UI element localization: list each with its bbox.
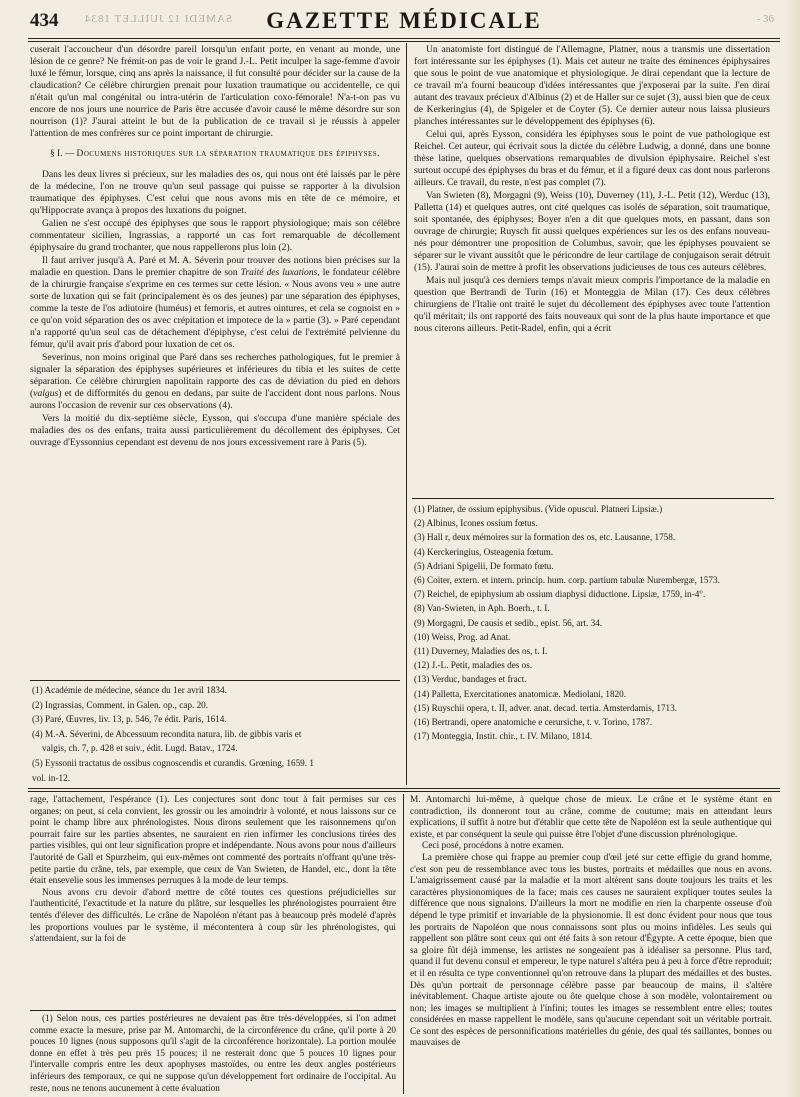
left-column bbox=[30, 44, 400, 676]
left-paragraph-2: Dans les deux livres si précieux, sur les maladies des os, qui nous ont été laissés par le père de la médecine, l'on ne trouve qu'un seul passage qui puisse se rapporter à la divulsion traumatique des épiphyses. C'est celui que nous avons mis en tête de ce mémoire, et qu'Hippocrate avança à propos des luxations du poignet. bbox=[30, 169, 400, 216]
footnote: (2) Albinus, Icones ossium fœtus. bbox=[414, 518, 538, 529]
footnote: (4) M.-A. Séverini, de Abcessuum recondita natura, lib. de gibbis varis et bbox=[32, 728, 302, 739]
footnote: (1) Académie de médecine, séance du 1er avril 1834. bbox=[32, 685, 227, 695]
footnote: (5) Eyssonii tractatus de ossibus cognoscendis et curandis. Grœning, 1659. 1 bbox=[32, 757, 314, 768]
footnote: (4) Kerckeringius, Osteagenia fœtum. bbox=[414, 546, 554, 557]
footnote: (9) Morgagni, De causis et sedib., epist. 56, art. 34. bbox=[414, 617, 603, 628]
feuilleton-right-paragraph-3: La première chose qui frappe au premier coup d'œil jeté sur cette effigie du grand homme, c'est son peu de ressemblance avec tous les bustes, portraits et médailles que nous en avons. L'amaigrissement causé par la maladie et la mort altèrent sans doute toujours les traits et les caractères physionomiques de la face; mais ces causes ne sauraient expliquer toutes seules la différence que nous signalons. D'ailleurs la mort ne modifie en rien la charpente osseuse d'où dépend le type primitif et invariable de la physionomie. Il est donc évident pour nous que tous les portraits de Napoléon que nous connaissons sont plus ou moins infidèles. Les seuls qui rappellent son plâtre sont ceux qui ont été faits à son retour d'Égypte. A cette époque, bien que sa gloire fût déjà immense, les artistes ne songeaient pas à idéaliser sa personne. Plus tard, quand il fut devenu consul et empereur, le type naturel s'altéra peu à peu à force d'être reproduit; et il en résulta ce type conventionnel qu'on retrouve dans la plupart des médailles et des bustes. Dès qu'un portrait de personnage célèbre passe par beaucoup de mains, il s'altère inévitablement. Chaque artiste ajoute ou ôte quelque chose à son modèle, volontairement ou non; les images se multiplient à l'infini; toutes les images se ressemblent entre elles; toutes considérées en masse rappellent le modèle, sans qu'aucune cependant soit un véritable portrait. Ce sont des espèces de personnifications matérielles du génie, des qual tés saillantes, bonnes ou mauvaises de bbox=[410, 852, 772, 1049]
column-divider bbox=[406, 43, 407, 785]
footnote: (14) Palletta, Exercitationes anatomicæ. Mediolani, 1820. bbox=[414, 688, 627, 699]
left-footnote-rule bbox=[30, 680, 400, 681]
feuilleton-divider bbox=[403, 794, 404, 1094]
left-paragraph-6: Vers la moitié du dix-septième siècle, Eysson, qui s'occupa d'une manière spéciale des maladies des os des enfans, traita aussi particulièrement du décollement des épiphyses. Cet ouvrage d'Eyssonnius cependant est devenu de nos jours excessivement rare à Paris (5). bbox=[30, 413, 400, 448]
footnote: (13) Verduc, bandages et fract. bbox=[414, 674, 527, 685]
right-paragraph-4: Mais nul jusqu'à ces derniers temps n'avait mieux compris l'importance de la maladie en question que Bertrandi de Turin (16) et Monteggia de Milan (17). Ces deux célèbres chirurgiens de l'Italie ont traité le sujet du décollement des épiphyses avec toute l'attention qu'il méritait; ils ont rapporté des faits nouveaux qui sont de la plus haute importance et que nous citerons ailleurs. Petit-Radel, enfin, qui a écrit bbox=[414, 275, 770, 334]
footnote: (7) Reichel, de epiphysium ab ossium diaphysi diductione. Lipsiæ, 1759, in-4°. bbox=[414, 589, 706, 600]
footnote: vol. in-12. bbox=[32, 772, 71, 783]
right-paragraph-2: Celui qui, après Eysson, considéra les épiphyses sous le point de vue pathologique est Reichel. Cet auteur, qui écrivait sous la dictée du célèbre Ludwig, a donné, dans une bonne thèse latine, quelques observations remarquables de divulsion épiphysaire. Reichel s'est surtout occupé des épiphyses du bras et du fémur, et il a figuré deux cas dont nous parlerons ailleurs. Ce travail, du reste, n'est pas complet (7). bbox=[414, 129, 770, 188]
feuilleton-right-paragraph-2: Ceci posé, procédons à notre examen. bbox=[422, 841, 564, 852]
section-title: Documens historiques sur la séparation traumatique des épiphyses. bbox=[76, 149, 380, 159]
header-rule-bottom bbox=[28, 41, 780, 42]
footnote: (6) Coiter, extern. et intern. princip. hum. corp. partium tabulæ Nurembergæ, 1573. bbox=[414, 575, 720, 586]
footnote: (8) Van-Swieten, in Aph. Boerh., t. I. bbox=[414, 603, 550, 614]
section-number: § I. — bbox=[49, 149, 75, 159]
footnote: (2) Ingrassias, Comment. in Galen. op., cap. 20. bbox=[32, 699, 209, 710]
footnote: (12) J.-L. Petit, maladies des os. bbox=[414, 660, 533, 671]
page-number: 434 bbox=[30, 10, 59, 31]
feuilleton-left-paragraph-1: rage, l'attachement, l'espérance (1). Les conjectures sont donc tout à fait permises sur ces organes; on peut, si cela convient, les grossir ou les amoindrir à volonté, et nous laissons sur ce point le champ libre aux phrénologistes. Nous dirons seulement que les raisonnemens qu'on pourrait faire sur les parties absentes, ne sauraient en rien infirmer les conclusions tirées des parties visibles, qui ont leur signification propre et indépendante. Nous avons pour nous d'ailleurs l'autorité de Gall et Spurzheim, qui eux-mêmes ont commenté des portraits n'offrant qu'une très-petite partie du crâne, tels, par exemple, que ceux de Van Swieten, de Handel, etc., dont la tête était ensevelie sous les immenses perruques à la mode de leur temps. bbox=[30, 795, 396, 887]
footnote: (17) Monteggia, Instit. chir., t. IV. Milano, 1814. bbox=[414, 731, 593, 742]
left-paragraph-4: Il faut arriver jusqu'à A. Paré et M. A. Séverin pour trouver des notions bien précises sur la maladie en question. Dans le premier chapitre de son Traité des luxations, le fondateur célèbre de la chirurgie française s'exprime en ces termes sur cette lésion. « Nous avons veu » une autre sorte de luxation qui se fait (principalement ès os des jeunes) par une séparation des épiphyses, comme la teste de l'os adiutoire (huméus) et femoris, et autres ointures, et cela se cognoist en » ce qu'on void séparation des os avec crépitation et impotece de la » partie (3). » Paré cependant n'a rapporté qu'un seul cas de détachement d'épiphyse, c'est celui de l'extrémité pelvienne du fémur, qu'il avait pris d'abord pour luxation de cet os. bbox=[30, 255, 400, 350]
feuilleton-footnote-rule bbox=[30, 1010, 396, 1011]
feuilleton-left-paragraph-2: Nous avons cru devoir d'abord mettre de côté toutes ces questions préjudicielles sur l'authenticité, l'exactitude et la nature du plâtre, sur lesquelles les phrénologistes pourraient être tentés d'élever des difficultés. Le crâne de Napoléon n'étant pas à beaucoup près modelé d'après les proportions voulues par le système, il mécontentera à coup sûr les phrénologistes, qui s'attendaient, sur la foi de bbox=[30, 887, 396, 945]
book-title: Traité des luxations bbox=[240, 267, 318, 278]
right-footnotes bbox=[414, 502, 770, 784]
footnote: (5) Adriani Spigelii, De formato fœtu. bbox=[414, 560, 554, 571]
footnote: (1) Selon nous, ces parties postérieures ne devaient pas être très-développées, si l'on admet comme exacte la mesure, prise par M. Antomarchi, de la circonférence du crâne, qu'il porte à 20 pouces 10 lignes (nous supposons qu'il s'agit de la circonférence horizontale). La portion moulée donne en effet à très peu près 15 pouces; il ne resterait donc que 5 pouces 10 lignes pour l'intervalle compris entre les deux apophyses mastoïdes, ou entre les deux angles postérieurs inférieurs des temporaux, ce qui ne suppose qu'un développement fort ordinaire de l'occipital. Au reste, nous ne tenons aucunement à cette évaluation bbox=[30, 1013, 396, 1093]
right-paragraph-3: Van Swieten (8), Morgagni (9), Weiss (10), Duverney (11), J.-L. Petit (12), Werduc (13), Palletta (14) et quelques autres, ont cité quelques cas isolés de séparation, soit traumatique, soit spontanée, des épiphyses; Boyer n'en a dit que quelques mots, en passant, dans son ouvrage de chirurgie; Ruysch fit aussi quelques expériences sur les os des enfans nouveau-nés pour démontrer une proposition de Columbus, savoir, que les épiphyses pouvaient se séparer sur le vivant aussitôt que le péricondre de leur cartilage de conjugaison serait détruit (15). J'aurai soin de mettre à profit les observations judicieuses de tous ces auteurs célèbres. bbox=[414, 190, 770, 273]
footnote: (1) Platner, de ossium epiphysibus. (Vide opuscul. Platneri Lipsiæ.) bbox=[414, 504, 663, 514]
left-paragraph-5: Severinus, non moins original que Paré dans ses recherches pathologiques, fut le premier à signaler la séparation des épiphyses supérieures et inférieures du tibia et les suites de cette séparation. Ce célèbre chirurgien napolitain rapporte des cas de déviation du pied en dehors (valgus) et de difformités du genou en dedans, par suite de l'accident dont nous parlons. Nous aurons l'occasion de revenir sur ces observations (4). bbox=[30, 352, 400, 411]
footnote: (10) Weiss, Prog. ad Anat. bbox=[414, 631, 511, 642]
feuilleton-rule-top bbox=[28, 788, 780, 789]
page-header bbox=[24, 4, 784, 38]
right-column bbox=[414, 44, 770, 494]
feuilleton-rule-bottom bbox=[28, 791, 780, 792]
feuilleton-left bbox=[30, 795, 396, 1007]
footnote: valgis, ch. 7, p. 428 et suiv., édit. Lugd. Batav., 1724. bbox=[42, 743, 238, 754]
left-paragraph-3: Galien ne s'est occupé des épiphyses que sous le rapport physiologique; mais son célèbre commentateur sicilien, Ingrassias, a rapporté un cas fort remarquable de décollement épiphysaire du grand trochanter, que nous rappellerons plus loin (2). bbox=[30, 218, 400, 253]
bleed-through-date: SAMEDI 12 JUILLET 1834 bbox=[84, 13, 232, 25]
footnote: (16) Bertrandi, opere anatomiche e cerursiche, t. v. Torino, 1787. bbox=[414, 717, 653, 728]
right-footnote-rule bbox=[412, 498, 774, 499]
left-paragraph-1: cuserait l'accoucheur d'un désordre pareil lorsqu'un enfant porte, en venant au monde, une lésion de ce genre? Ne frémit-on pas de voir le grand J.-L. Petit inculper la sage-femme d'avoir luxé le fémur, lorsque, cinq ans après la naissance, il fut consulté pour décider sur la cause de la claudication? Ce célèbre chirurgien prenait pour luxation traumatique ou accidentelle, ce qui n'était qu'un mal congénital ou intra-utérin de l'articulation coxo-fémorale! N'a-t-on pas vu encore de nos jours une nourrice de Paris être accusée d'avoir causé le même désordre sur son nourrison (1)? J'aurai atteint le but de la publication de ce travail si je réussis à appeler l'attention de mes confrères sur ce point important de chirurgie. bbox=[30, 44, 400, 139]
left-footnotes bbox=[32, 683, 400, 783]
page-edge-shadow bbox=[784, 0, 800, 1097]
feuilleton-right-paragraph-1: M. Antomarchi lui-même, à quelque chose de mieux. Le crâne et le système étant en contradiction, ils donneront tout au crâne, comme de coutume; mais en attendant leurs explications, il suffit à notre but d'établir que cette tête de Napoléon est la seule authentique qui existe, et par conséquent la seule qui puisse être l'objet d'une discussion phrénologique. bbox=[410, 795, 772, 840]
footnote: (3) Hall r, deux mémoires sur la formation des os, etc. Lausanne, 1758. bbox=[414, 532, 676, 543]
footnote: (15) Ruyschii opera, t. II, adver. anat. decad. tertia. Amsterdamis, 1713. bbox=[414, 702, 678, 713]
latin-term: valgus bbox=[33, 388, 59, 399]
section-heading bbox=[30, 148, 400, 160]
bleed-through-mark: - 36 bbox=[756, 13, 774, 25]
footnote: (11) Duverney, Maladies des os, t. I. bbox=[414, 646, 548, 657]
feuilleton-footnote bbox=[30, 1013, 396, 1095]
header-rule-top bbox=[28, 38, 780, 39]
journal-title: GAZETTE MÉDICALE bbox=[266, 8, 542, 33]
feuilleton-right bbox=[410, 795, 772, 1095]
footnote: (3) Paré, Œuvres, liv. 13, p. 546, 7e édit. Paris, 1614. bbox=[32, 714, 227, 725]
right-paragraph-1: Un anatomiste fort distingué de l'Allemagne, Platner, nous a transmis une dissertation fort intéressante sur les épiphyses (1). Mais cet auteur ne traite des éminences épiphysaires que sous le point de vue anatomique et physiologique. Je dirai cependant que la lecture de ce travail m'a fourni beaucoup d'idées intéressantes que j'exposerai par la suite. J'en dirai autant des travaux précieux d'Albinus (2) et de Haller sur ce sujet (3), aussi bien que de ceux de Kerkeringius (4), de Spigeler et de Coyter (5). Ce dernier auteur nous laissa plusieurs planches intéressantes sur le développement des épiphyses (6). bbox=[414, 44, 770, 127]
